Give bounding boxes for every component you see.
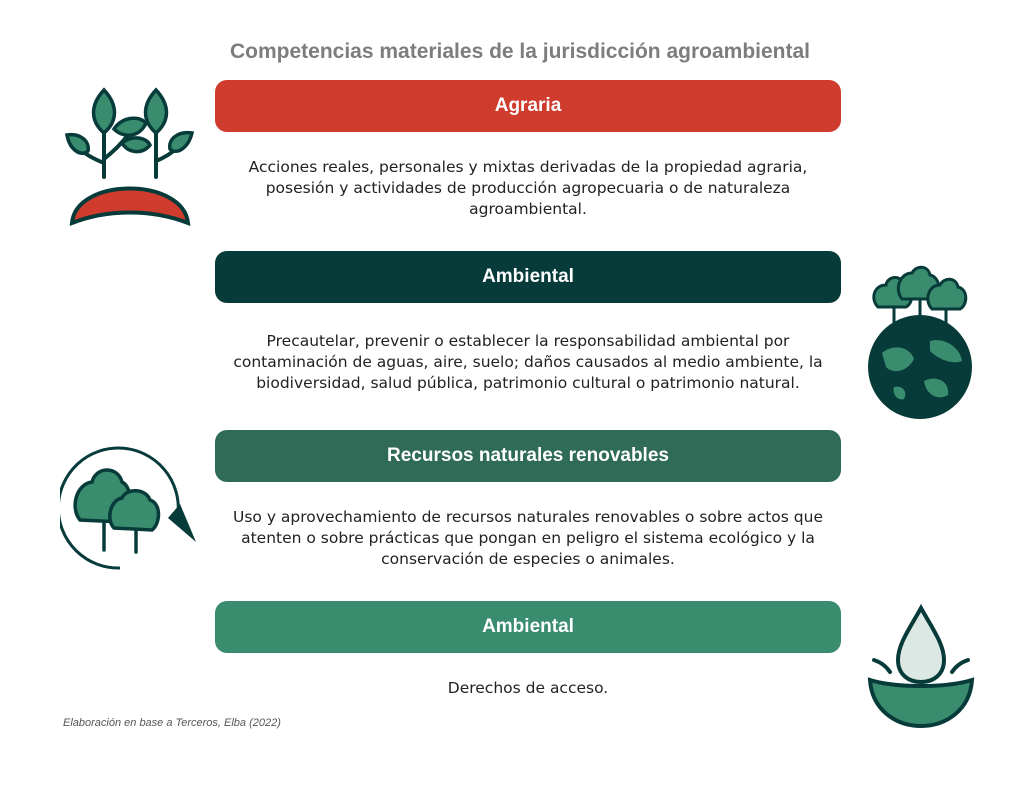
page-title: Competencias materiales de la jurisdicción agroambiental — [229, 40, 811, 63]
section-heading-recursos: Recursos naturales renovables — [215, 430, 841, 482]
trees-cycle-icon — [60, 440, 200, 574]
trees-on-globe-icon — [864, 263, 979, 425]
sprouts-on-soil-icon — [62, 85, 197, 227]
section-heading-ambiental: Ambiental — [215, 251, 841, 303]
water-drop-bowl-icon — [866, 604, 976, 729]
section-description-ambiental-2: Derechos de acceso. — [447, 679, 609, 697]
source-footnote: Elaboración en base a Terceros, Elba (2022) — [63, 717, 281, 729]
section-description-recursos: Uso y aprovechamiento de recursos naturales renovables o sobre actos que atenten o sobre prácticas que pongan en peligro el sistema ecológico y la conservación de especies o animales. — [233, 508, 823, 568]
section-description-agraria: Acciones reales, personales y mixtas derivadas de la propiedad agraria, posesión y actividades de producción agropecuaria o de naturaleza agroambiental. — [248, 158, 808, 218]
section-heading-agraria: Agraria — [215, 80, 841, 132]
section-heading-ambiental-2: Ambiental — [215, 601, 841, 653]
section-description-ambiental: Precautelar, prevenir o establecer la responsabilidad ambiental por contaminación de aguas, aire, suelo; daños causados al medio ambiente, la biodiversidad, salud pública, patrimonio cultural o patrimonio natural. — [233, 332, 823, 392]
